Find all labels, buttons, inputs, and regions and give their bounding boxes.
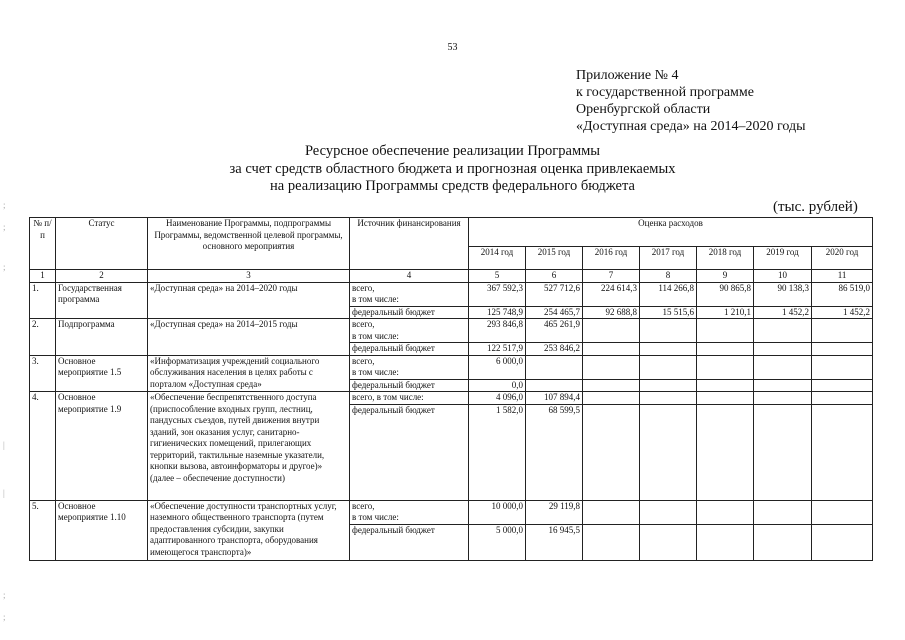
- margin-mark: ;: [3, 612, 6, 622]
- value-cell: 1 210,1: [697, 306, 754, 319]
- column-number: 9: [697, 270, 754, 283]
- header-year: 2019 год: [754, 247, 812, 270]
- appendix-line: Приложение № 4: [576, 68, 679, 83]
- value-cell: 4 096,0: [469, 392, 526, 405]
- value-cell: [754, 343, 812, 356]
- value-cell: [754, 319, 812, 343]
- value-cell: 5 000,0: [469, 524, 526, 560]
- column-number: 3: [148, 270, 350, 283]
- value-cell: [812, 524, 873, 560]
- value-cell: 114 266,8: [640, 282, 697, 306]
- value-cell: [640, 319, 697, 343]
- value-cell: [812, 404, 873, 500]
- value-cell: 367 592,3: [469, 282, 526, 306]
- value-cell: 293 846,8: [469, 319, 526, 343]
- value-cell: 527 712,6: [526, 282, 583, 306]
- row-name: «Обеспечение беспрепятственного доступа (приспособление входных групп, лестниц, пандусных съездов, путей движения внутри зданий, зон оказания услуг, санитарно-гигиенических помещений, прилегающих территорий, тактильные наземные указатели, кнопки вызова, автоинформаторы и другое)» (далее – обеспечение доступности): [148, 392, 350, 501]
- row-status: Государственная программа: [56, 282, 148, 319]
- value-cell: [640, 379, 697, 392]
- header-year: 2018 год: [697, 247, 754, 270]
- source-total-label: всего,: [352, 319, 375, 329]
- row-num: 4.: [30, 392, 56, 501]
- source-incl-label: в том числе:: [352, 512, 399, 522]
- header-num: № п/п: [30, 218, 56, 270]
- header-name: Наименование Программы, подпрограммы Программы, ведомственной целевой программы, основного мероприятия: [148, 218, 350, 270]
- value-cell: [697, 404, 754, 500]
- column-number: 8: [640, 270, 697, 283]
- value-cell: [812, 355, 873, 379]
- value-cell: 6 000,0: [469, 355, 526, 379]
- column-number: 1: [30, 270, 56, 283]
- row-status: Основное мероприятие 1.5: [56, 355, 148, 392]
- appendix-line: «Доступная среда» на 2014–2020 годы: [576, 119, 806, 134]
- value-cell: 122 517,9: [469, 343, 526, 356]
- header-year: 2015 год: [526, 247, 583, 270]
- value-cell: 1 452,2: [754, 306, 812, 319]
- value-cell: [583, 392, 640, 405]
- value-cell: 29 119,8: [526, 500, 583, 524]
- value-cell: [754, 524, 812, 560]
- row-name: «Информатизация учреждений социального обслуживания населения в целях работы с порталом «Доступная среда»: [148, 355, 350, 392]
- value-cell: [583, 343, 640, 356]
- value-cell: [640, 500, 697, 524]
- value-cell: [583, 319, 640, 343]
- source-total: [350, 319, 469, 343]
- value-cell: [640, 392, 697, 405]
- margin-mark: ;: [3, 590, 6, 600]
- value-cell: [812, 392, 873, 405]
- source-total: [350, 282, 469, 306]
- value-cell: [583, 355, 640, 379]
- value-cell: [812, 343, 873, 356]
- header-source: Источник финансирования: [350, 218, 469, 270]
- row-num: 2.: [30, 319, 56, 356]
- value-cell: 0,0: [469, 379, 526, 392]
- source-total-label: всего,: [352, 282, 375, 293]
- value-cell: [754, 379, 812, 392]
- value-cell: [583, 500, 640, 524]
- value-cell: [812, 379, 873, 392]
- source-federal: федеральный бюджет: [350, 524, 469, 560]
- value-cell: [697, 379, 754, 392]
- value-cell: 125 748,9: [469, 306, 526, 319]
- value-cell: 465 261,9: [526, 319, 583, 343]
- budget-table: [29, 217, 873, 561]
- row-name: «Обеспечение доступности транспортных услуг, наземного общественного транспорта (путем предоставления субсидии, закупки адаптированного транспорта, оборудования имеющегося транспорта)»: [148, 500, 350, 560]
- value-cell: [697, 355, 754, 379]
- header-year: 2020 год: [812, 247, 873, 270]
- appendix-header: [576, 67, 806, 135]
- value-cell: [754, 355, 812, 379]
- units-label: (тыс. рублей): [773, 199, 858, 215]
- row-num: 1.: [30, 282, 56, 319]
- value-cell: 1 452,2: [812, 306, 873, 319]
- column-number: 7: [583, 270, 640, 283]
- page-number: 53: [447, 42, 458, 53]
- value-cell: [754, 500, 812, 524]
- column-number: 4: [350, 270, 469, 283]
- source-total-label: всего,: [352, 500, 375, 511]
- source-federal: федеральный бюджет: [350, 379, 469, 392]
- value-cell: [697, 524, 754, 560]
- title-line: за счет средств областного бюджета и прогнозная оценка привлекаемых: [229, 160, 676, 177]
- value-cell: [697, 343, 754, 356]
- margin-mark: ;: [3, 222, 6, 232]
- source-incl-label: в том числе:: [352, 294, 399, 304]
- value-cell: [583, 524, 640, 560]
- value-cell: 15 515,6: [640, 306, 697, 319]
- value-cell: [697, 319, 754, 343]
- value-cell: 90 138,3: [754, 282, 812, 306]
- row-name: «Доступная среда» на 2014–2015 годы: [148, 319, 350, 356]
- value-cell: [697, 500, 754, 524]
- header-year: 2017 год: [640, 247, 697, 270]
- row-status: Основное мероприятие 1.9: [56, 392, 148, 501]
- column-number: 10: [754, 270, 812, 283]
- source-federal: федеральный бюджет: [350, 404, 469, 500]
- value-cell: [526, 355, 583, 379]
- row-status: Подпрограмма: [56, 319, 148, 356]
- value-cell: [640, 404, 697, 500]
- value-cell: [754, 404, 812, 500]
- header-year: 2016 год: [583, 247, 640, 270]
- document-title: [0, 143, 905, 196]
- value-cell: [754, 392, 812, 405]
- value-cell: [697, 392, 754, 405]
- row-num: 5.: [30, 500, 56, 560]
- header-status: Статус: [56, 218, 148, 270]
- margin-mark: |: [3, 440, 5, 450]
- value-cell: 254 465,7: [526, 306, 583, 319]
- value-cell: 86 519,0: [812, 282, 873, 306]
- row-status: Основное мероприятие 1.10: [56, 500, 148, 560]
- value-cell: 90 865,8: [697, 282, 754, 306]
- row-num: 3.: [30, 355, 56, 392]
- column-number: 5: [469, 270, 526, 283]
- source-total-label: всего,: [352, 355, 375, 366]
- value-cell: [640, 524, 697, 560]
- value-cell: [583, 404, 640, 500]
- column-number: 6: [526, 270, 583, 283]
- header-costs: Оценка расходов: [469, 218, 873, 247]
- source-federal: федеральный бюджет: [350, 306, 469, 319]
- source-total: [350, 355, 469, 379]
- source-total: всего, в том числе:: [350, 392, 469, 405]
- title-line: на реализацию Программы средств федерального бюджета: [270, 178, 635, 194]
- margin-mark: ;: [3, 200, 6, 210]
- value-cell: [640, 355, 697, 379]
- source-incl-label: в том числе:: [352, 367, 399, 377]
- value-cell: 10 000,0: [469, 500, 526, 524]
- value-cell: 68 599,5: [526, 404, 583, 500]
- value-cell: [583, 379, 640, 392]
- value-cell: 92 688,8: [583, 306, 640, 319]
- column-number: 2: [56, 270, 148, 283]
- title-line: Ресурсное обеспечение реализации Программы: [304, 143, 601, 159]
- value-cell: 253 846,2: [526, 343, 583, 356]
- source-federal: федеральный бюджет: [350, 343, 469, 356]
- column-number: 11: [812, 270, 873, 283]
- row-name: «Доступная среда» на 2014–2020 годы: [148, 282, 350, 319]
- value-cell: 1 582,0: [469, 404, 526, 500]
- appendix-line: Оренбургской области: [576, 102, 711, 117]
- value-cell: 16 945,5: [526, 524, 583, 560]
- value-cell: [640, 343, 697, 356]
- source-incl-label: в том числе:: [352, 330, 399, 341]
- margin-mark: |: [3, 488, 5, 498]
- value-cell: [812, 319, 873, 343]
- header-year: 2014 год: [469, 247, 526, 270]
- value-cell: 107 894,4: [526, 392, 583, 405]
- value-cell: [526, 379, 583, 392]
- value-cell: [812, 500, 873, 524]
- appendix-line: к государственной программе: [576, 85, 754, 100]
- source-total: [350, 500, 469, 524]
- margin-mark: ;: [3, 262, 6, 272]
- value-cell: 224 614,3: [583, 282, 640, 306]
